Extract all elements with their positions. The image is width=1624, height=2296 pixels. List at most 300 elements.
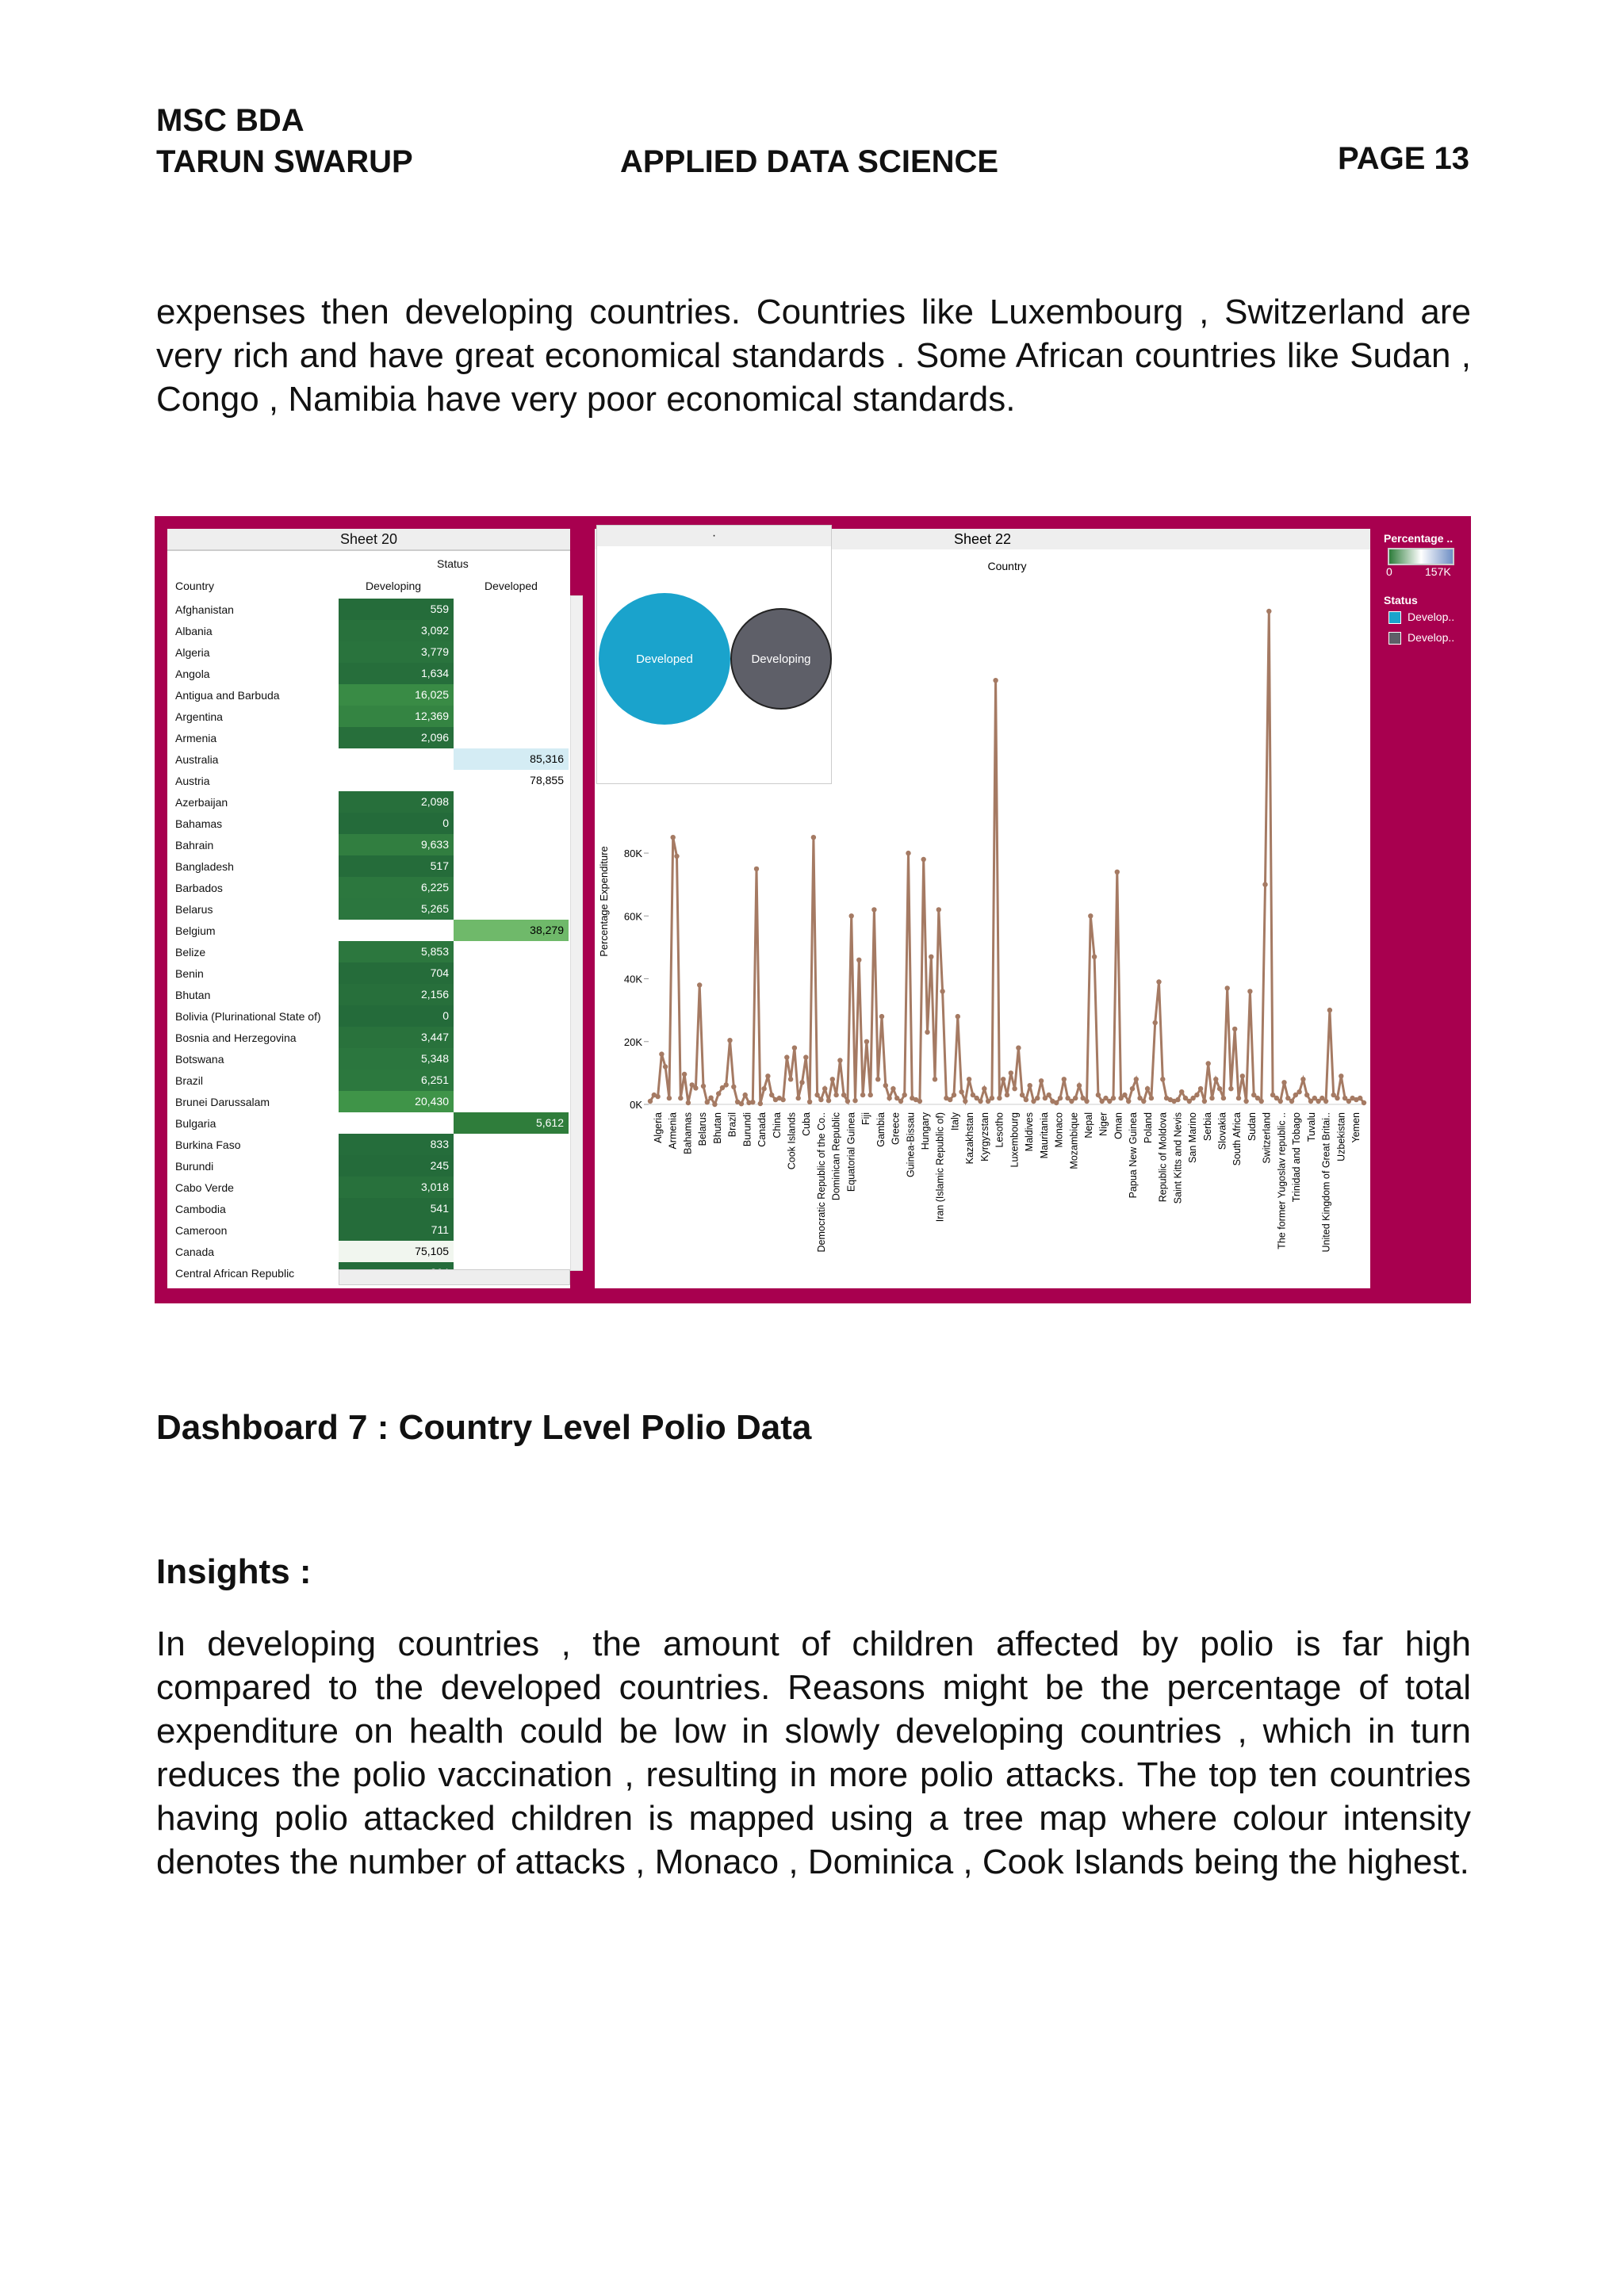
developing-value: 517 xyxy=(339,855,454,877)
row-country: Benin xyxy=(175,967,204,980)
x-tick-label: Canada xyxy=(756,1112,768,1147)
x-tick-label: Trinidad and Tobago xyxy=(1291,1112,1303,1203)
data-point xyxy=(1232,1027,1237,1031)
bubble-title: · xyxy=(597,526,831,546)
data-point xyxy=(671,835,676,840)
x-tick-label: Mauritania xyxy=(1038,1112,1050,1159)
row-country: Algeria xyxy=(175,646,210,659)
data-point xyxy=(784,1054,789,1059)
x-tick-label: Nepal xyxy=(1083,1112,1094,1138)
developing-value: 541 xyxy=(339,1198,454,1219)
data-point xyxy=(1028,1083,1032,1088)
data-point xyxy=(925,1030,929,1035)
x-tick-label: Maldives xyxy=(1024,1112,1036,1152)
data-point xyxy=(1217,1086,1222,1091)
row-country: Cameroon xyxy=(175,1224,228,1237)
data-point xyxy=(993,678,998,683)
data-point xyxy=(1289,1099,1294,1104)
data-point xyxy=(1198,1086,1203,1091)
table-row[interactable] xyxy=(167,1134,570,1155)
data-point xyxy=(833,1093,838,1097)
data-point xyxy=(883,1083,888,1088)
developing-value: 12,369 xyxy=(339,706,454,727)
row-country: Bahamas xyxy=(175,817,223,830)
status-header: Status xyxy=(437,557,469,570)
row-country: Belgium xyxy=(175,924,216,937)
data-point xyxy=(841,1093,846,1097)
data-point xyxy=(1122,1093,1127,1097)
table-row[interactable] xyxy=(167,920,570,941)
data-point xyxy=(1058,1096,1063,1100)
row-country: Azerbaijan xyxy=(175,796,228,809)
data-point xyxy=(1039,1078,1044,1083)
data-point xyxy=(1073,1096,1078,1100)
developing-value: 833 xyxy=(339,1134,454,1155)
data-point xyxy=(754,867,759,871)
data-point xyxy=(1156,979,1161,984)
developing-value: 704 xyxy=(339,962,454,984)
table-row[interactable] xyxy=(167,1219,570,1241)
x-tick-label: Oman xyxy=(1113,1112,1124,1140)
table-row[interactable] xyxy=(167,1005,570,1027)
data-point xyxy=(758,1101,763,1106)
table-row[interactable] xyxy=(167,791,570,813)
data-point xyxy=(1088,913,1093,918)
data-point xyxy=(1240,1073,1245,1078)
data-point xyxy=(1300,1077,1305,1081)
row-country: Austria xyxy=(175,775,210,787)
table-row[interactable] xyxy=(167,1198,570,1219)
data-point xyxy=(1096,1093,1101,1097)
data-point xyxy=(864,1039,869,1044)
data-point xyxy=(856,958,861,962)
legend-item-developing[interactable]: Develop.. xyxy=(1408,631,1455,644)
table-row[interactable] xyxy=(167,684,570,706)
row-country: Bosnia and Herzegovina xyxy=(175,1031,297,1044)
x-tick-label: Gambia xyxy=(875,1112,887,1147)
table-row[interactable] xyxy=(167,984,570,1005)
intro-paragraph: expenses then developing countries. Countries like Luxembourg , Switzerland are very rich and have great economical standards . Some African countries like Sudan , Congo , Namibia have very poor economical standards. xyxy=(156,293,1471,419)
y-tick-label: 40K xyxy=(623,973,642,985)
data-point xyxy=(701,1084,706,1089)
data-point xyxy=(674,854,679,859)
data-point xyxy=(898,1099,903,1104)
data-point xyxy=(1243,1099,1248,1104)
table-row[interactable] xyxy=(167,748,570,770)
data-point xyxy=(959,1089,963,1094)
data-point xyxy=(936,907,941,912)
data-point xyxy=(940,989,944,993)
data-point xyxy=(1160,1077,1165,1081)
data-point xyxy=(1126,1099,1131,1104)
data-point xyxy=(1111,1096,1116,1100)
data-point xyxy=(1175,1097,1180,1102)
row-country: Armenia xyxy=(175,732,217,744)
data-point xyxy=(1281,1080,1286,1085)
row-country: Brazil xyxy=(175,1074,204,1087)
x-tick-label: Tuvalu xyxy=(1305,1112,1317,1142)
developed-value: 5,612 xyxy=(454,1112,569,1134)
table-row[interactable] xyxy=(167,834,570,855)
table-row[interactable] xyxy=(167,941,570,962)
data-point xyxy=(1054,1100,1059,1105)
row-country: Botswana xyxy=(175,1053,224,1066)
table-row[interactable] xyxy=(167,706,570,727)
data-point xyxy=(761,1086,766,1091)
data-point xyxy=(871,907,876,912)
table-row[interactable] xyxy=(167,962,570,984)
data-point xyxy=(902,1093,907,1097)
x-tick-label: Lesotho xyxy=(994,1112,1005,1148)
x-tick-label: Equatorial Guinea xyxy=(845,1112,857,1192)
legend-max: 157K xyxy=(1425,565,1451,578)
data-point xyxy=(648,1099,653,1104)
data-point xyxy=(803,1054,808,1059)
row-country: Afghanistan xyxy=(175,603,234,616)
x-tick-label: Slovakia xyxy=(1216,1112,1228,1150)
data-point xyxy=(792,1046,797,1050)
data-point xyxy=(1202,1099,1207,1104)
data-point xyxy=(1213,1077,1218,1081)
data-point xyxy=(659,1051,664,1056)
data-point xyxy=(727,1038,732,1043)
x-tick-label: Serbia xyxy=(1201,1112,1213,1142)
developing-value: 5,853 xyxy=(339,941,454,962)
data-point xyxy=(921,857,926,862)
sheet20-title: Sheet 20 xyxy=(167,529,570,551)
x-tick-label: China xyxy=(771,1112,783,1138)
data-point xyxy=(852,1098,857,1103)
data-point xyxy=(963,1099,967,1104)
data-point xyxy=(1228,1086,1233,1091)
data-point xyxy=(807,1100,812,1104)
x-tick-label: United Kingdom of Great Britai.. xyxy=(1320,1112,1332,1253)
data-point xyxy=(906,851,910,855)
data-point xyxy=(879,1014,884,1019)
data-point xyxy=(1062,1077,1067,1081)
data-point xyxy=(1145,1086,1150,1091)
data-point xyxy=(799,1080,804,1085)
x-tick-label: Poland xyxy=(1142,1112,1154,1143)
row-country: Angola xyxy=(175,668,210,680)
row-country: Antigua and Barbuda xyxy=(175,689,280,702)
row-country: Brunei Darussalam xyxy=(175,1096,270,1108)
row-country: Bulgaria xyxy=(175,1117,216,1130)
y-tick-label: 0K xyxy=(630,1099,642,1111)
data-point xyxy=(743,1093,748,1097)
data-point xyxy=(1115,870,1120,874)
table-row[interactable] xyxy=(167,1155,570,1177)
course-title: APPLIED DATA SCIENCE xyxy=(620,144,999,179)
data-point xyxy=(750,1100,755,1104)
table-body[interactable] xyxy=(167,599,570,1280)
x-tick-label: Cook Islands xyxy=(786,1112,798,1170)
table-row[interactable] xyxy=(167,1112,570,1134)
data-point xyxy=(1206,1061,1211,1066)
data-point xyxy=(868,1093,873,1097)
section-heading: Dashboard 7 : Country Level Polio Data xyxy=(156,1408,812,1447)
x-tick-label: San Marino xyxy=(1187,1112,1198,1163)
data-point xyxy=(933,1077,937,1081)
developing-bubble-label: Developing xyxy=(751,652,811,666)
data-point xyxy=(1362,1100,1366,1105)
developing-value: 2,096 xyxy=(339,727,454,748)
data-point xyxy=(1323,1099,1328,1104)
horizontal-scrollbar[interactable] xyxy=(339,1269,570,1285)
data-point xyxy=(705,1100,710,1104)
table-row[interactable] xyxy=(167,1091,570,1112)
developing-value: 75,105 xyxy=(339,1241,454,1262)
x-tick-label: Cuba xyxy=(801,1112,813,1136)
data-point xyxy=(1134,1077,1139,1081)
developing-value: 5,265 xyxy=(339,898,454,920)
x-tick-label: Italy xyxy=(949,1112,961,1131)
data-point xyxy=(667,1096,672,1100)
dashboard-screenshot xyxy=(155,516,1471,1303)
table-row[interactable] xyxy=(167,1177,570,1198)
x-tick-label: Belarus xyxy=(697,1112,709,1146)
row-country: Barbados xyxy=(175,882,223,894)
legend-item-developed[interactable]: Develop.. xyxy=(1408,610,1455,623)
data-point xyxy=(780,1097,785,1102)
table-row[interactable] xyxy=(167,877,570,898)
data-point xyxy=(724,1082,729,1087)
x-tick-label: Algeria xyxy=(653,1112,664,1143)
data-point xyxy=(712,1102,717,1107)
data-point xyxy=(1247,989,1252,993)
x-tick-label: The former Yugoslav republic .. xyxy=(1276,1112,1288,1249)
data-point xyxy=(811,835,816,840)
program-label: MSC BDA xyxy=(156,103,304,138)
x-tick-label: Niger xyxy=(1097,1112,1109,1136)
data-point xyxy=(769,1093,774,1097)
table-row[interactable] xyxy=(167,898,570,920)
data-point xyxy=(929,955,933,959)
table-row[interactable] xyxy=(167,1048,570,1070)
x-tick-label: Armenia xyxy=(667,1112,679,1150)
data-point xyxy=(1236,1096,1241,1100)
data-point xyxy=(1005,1093,1009,1097)
row-country: Cabo Verde xyxy=(175,1181,234,1194)
data-point xyxy=(917,1099,922,1104)
bubble-panel xyxy=(596,525,832,784)
x-tick-label: Mozambique xyxy=(1068,1112,1080,1169)
data-point xyxy=(788,1077,793,1081)
data-point xyxy=(1179,1089,1184,1094)
data-point xyxy=(697,982,702,987)
table-row[interactable] xyxy=(167,727,570,748)
x-tick-label: Guinea-Bissau xyxy=(905,1112,917,1177)
y-tick-label: 80K xyxy=(623,848,642,860)
data-point xyxy=(655,1094,660,1099)
data-point xyxy=(1024,1097,1028,1102)
row-country: Cambodia xyxy=(175,1203,226,1215)
data-point xyxy=(830,1077,835,1081)
row-country: Bhutan xyxy=(175,989,211,1001)
data-point xyxy=(826,1098,831,1103)
data-point xyxy=(1259,1099,1264,1104)
data-point xyxy=(678,1096,683,1100)
row-country: Central African Republic xyxy=(175,1267,295,1280)
x-tick-label: Kyrgyzstan xyxy=(979,1112,990,1161)
data-point xyxy=(1225,985,1230,990)
developed-value: 85,316 xyxy=(454,748,569,770)
data-point xyxy=(978,1099,982,1104)
table-row[interactable] xyxy=(167,770,570,791)
data-point xyxy=(891,1086,895,1091)
data-point xyxy=(1035,1096,1040,1100)
data-point xyxy=(1221,1096,1226,1100)
data-point xyxy=(1335,1096,1339,1100)
x-tick-label: Kazakhstan xyxy=(964,1112,976,1165)
data-point xyxy=(990,1096,994,1100)
data-point xyxy=(1209,1096,1214,1100)
data-point xyxy=(1012,1086,1017,1091)
developing-value: 1,634 xyxy=(339,663,454,684)
data-point xyxy=(1077,1083,1082,1088)
data-point xyxy=(1297,1089,1301,1094)
x-tick-label: Burundi xyxy=(741,1112,753,1147)
row-country: Canada xyxy=(175,1246,215,1258)
row-country: Argentina xyxy=(175,710,223,723)
developing-value: 6,225 xyxy=(339,877,454,898)
x-tick-label: Yemen xyxy=(1350,1112,1362,1143)
data-point xyxy=(837,1058,842,1062)
developing-value: 0 xyxy=(339,1005,454,1027)
developing-value: 559 xyxy=(339,599,454,620)
developing-value: 3,092 xyxy=(339,620,454,641)
row-country: Albania xyxy=(175,625,213,637)
data-point xyxy=(952,1093,956,1097)
x-tick-label: South Africa xyxy=(1231,1112,1243,1166)
x-tick-label: Brazil xyxy=(726,1112,738,1138)
x-tick-label: Dominican Republic xyxy=(830,1112,842,1201)
table-row[interactable] xyxy=(167,1027,570,1048)
table-row[interactable] xyxy=(167,855,570,877)
insights-paragraph: In developing countries , the amount of children affected by polio is far high compared to the developed countries. Reasons might be the percentage of total expenditure on health could be low in slowly developing countries , which in turn reduces the polio vaccination , resulting in more polio attacks. The top ten countries having polio attacked children is mapped using a tree map where colour intensity denotes the number of attacks , Monaco , Dominica , Cook Islands being the highest. xyxy=(156,1624,1471,1881)
developing-value: 16,025 xyxy=(339,684,454,706)
data-point xyxy=(1194,1093,1199,1097)
row-country: Burkina Faso xyxy=(175,1138,241,1151)
table-row[interactable] xyxy=(167,620,570,641)
row-country: Belize xyxy=(175,946,206,959)
data-point xyxy=(716,1091,721,1096)
x-tick-label: Fiji xyxy=(860,1112,872,1125)
data-point xyxy=(708,1096,713,1100)
legend-swatch-developed[interactable] xyxy=(1388,611,1401,624)
data-point xyxy=(1016,1046,1021,1050)
x-axis-title: Country xyxy=(987,560,1027,572)
data-point xyxy=(1358,1096,1362,1100)
sheet20-panel xyxy=(167,529,570,1288)
developing-value: 2,098 xyxy=(339,791,454,813)
x-tick-label: Greece xyxy=(890,1112,902,1145)
x-tick-label: Republic of Moldova xyxy=(1157,1112,1169,1203)
data-point xyxy=(663,1064,668,1069)
y-tick-label: 60K xyxy=(623,910,642,923)
developing-value: 6,251 xyxy=(339,1070,454,1091)
table-row[interactable] xyxy=(167,599,570,620)
x-tick-label: Switzerland xyxy=(1261,1112,1273,1164)
y-tick-label: 20K xyxy=(623,1035,642,1048)
row-country: Belarus xyxy=(175,903,213,916)
page-number: PAGE 13 xyxy=(1338,141,1469,176)
table-row[interactable] xyxy=(167,813,570,834)
bubble-chart xyxy=(597,546,831,784)
legend-min: 0 xyxy=(1386,565,1392,578)
data-point xyxy=(814,1093,819,1097)
x-tick-label: Uzbekistan xyxy=(1335,1112,1347,1161)
developing-value: 3,779 xyxy=(339,641,454,663)
data-point xyxy=(739,1101,744,1106)
data-point xyxy=(887,1096,891,1100)
data-point xyxy=(822,1086,827,1091)
author-name: TARUN SWARUP xyxy=(156,144,413,179)
data-point xyxy=(997,1096,1002,1100)
data-point xyxy=(818,1097,823,1102)
legend-status-title: Status xyxy=(1384,594,1418,607)
data-point xyxy=(1149,1096,1154,1100)
table-row[interactable] xyxy=(167,641,570,663)
data-point xyxy=(982,1086,986,1091)
data-point xyxy=(860,1093,865,1097)
data-point xyxy=(1262,882,1267,887)
data-point xyxy=(1092,955,1097,959)
col-developing-header: Developing xyxy=(366,580,422,592)
data-point xyxy=(1001,1077,1005,1081)
row-country: Burundi xyxy=(175,1160,214,1173)
data-point xyxy=(1304,1093,1309,1097)
data-point xyxy=(1153,1020,1158,1025)
table-row[interactable] xyxy=(167,1070,570,1091)
developing-value: 245 xyxy=(339,1155,454,1177)
table-row[interactable] xyxy=(167,1241,570,1262)
row-country: Bangladesh xyxy=(175,860,234,873)
data-point xyxy=(1020,1093,1025,1097)
legend-swatch-developing[interactable] xyxy=(1388,632,1401,645)
data-point xyxy=(875,1077,880,1081)
developing-value: 9,633 xyxy=(339,834,454,855)
data-point xyxy=(731,1085,736,1089)
x-tick-label: Sudan xyxy=(1246,1112,1258,1142)
developing-value: 3,018 xyxy=(339,1177,454,1198)
developing-value: 2,156 xyxy=(339,984,454,1005)
data-point xyxy=(845,1099,850,1104)
data-point xyxy=(1047,1093,1051,1097)
developing-value: 0 xyxy=(339,813,454,834)
x-tick-label: Bahamas xyxy=(682,1112,694,1154)
table-row[interactable] xyxy=(167,663,570,684)
data-point xyxy=(849,913,854,918)
x-tick-label: Monaco xyxy=(1053,1112,1065,1148)
insights-heading: Insights : xyxy=(156,1552,312,1591)
data-point xyxy=(693,1085,698,1090)
color-gradient-legend xyxy=(1388,548,1454,565)
x-tick-label: Democratic Republic of the Co.. xyxy=(816,1112,827,1253)
chart-title: Sheet 22 xyxy=(953,531,1012,547)
data-point xyxy=(967,1077,971,1081)
data-point xyxy=(686,1100,691,1105)
vertical-scrollbar[interactable] xyxy=(570,595,583,1271)
x-tick-label: Hungary xyxy=(920,1112,931,1150)
data-point xyxy=(1339,1073,1343,1078)
data-point xyxy=(765,1073,770,1078)
x-tick-label: Luxembourg xyxy=(1009,1112,1021,1168)
legend-percentage-title: Percentage .. xyxy=(1384,532,1454,545)
x-tick-label: Saint Kitts and Nevis xyxy=(1172,1112,1184,1204)
x-tick-label: Iran (Islamic Republic of) xyxy=(934,1112,946,1223)
col-developed-header: Developed xyxy=(485,580,538,592)
